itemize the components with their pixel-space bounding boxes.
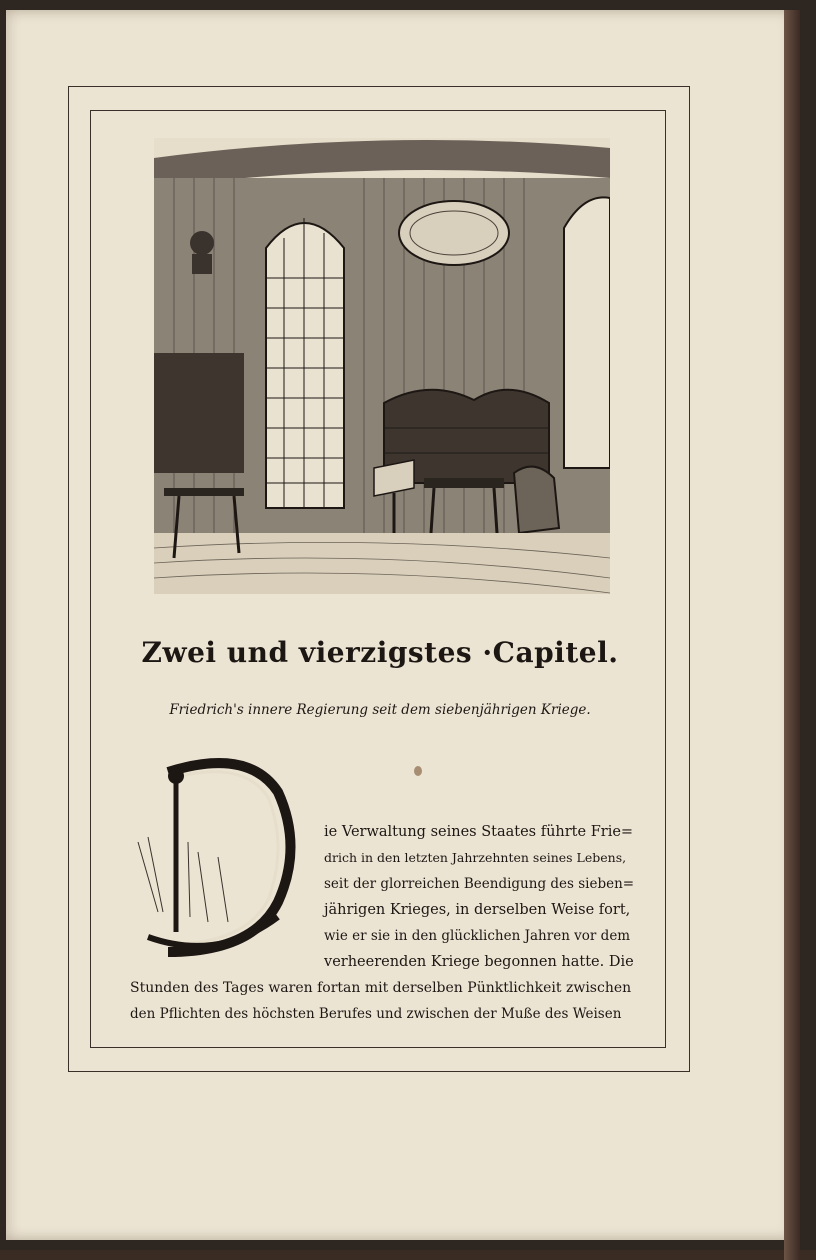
body-line-6: verheerenden Kriege begonnen hatte. Die (324, 954, 634, 970)
body-line-1: ie Verwaltung seines Staates führte Frie= (324, 824, 634, 840)
body-line-7: Stunden des Tages waren fortan mit derselben Pünktlichkeit zwischen (130, 980, 632, 996)
decorative-initial-d-illustration (128, 752, 324, 964)
chapter-title: Zwei und vierzigstes ·Capitel. (141, 636, 619, 669)
body-line-8: den Pflichten des höchsten Berufes und zwischen der Muße des Weisen (130, 1006, 622, 1022)
library-engraving-illustration (154, 138, 610, 594)
body-line-3: seit der glorreichen Beendigung des sieben= (324, 876, 635, 892)
body-line-2: drich in den letzten Jahrzehnten seines Lebens, (324, 850, 627, 865)
body-line-5: wie er sie in den glücklichen Jahren vor dem (324, 928, 631, 944)
chapter-subtitle: Friedrich's innere Regierung seit dem siebenjährigen Kriege. (169, 702, 591, 718)
book-spine (784, 10, 800, 1260)
paper-stain (414, 766, 422, 776)
body-line-4: jährigen Krieges, in derselben Weise fort, (324, 902, 631, 918)
